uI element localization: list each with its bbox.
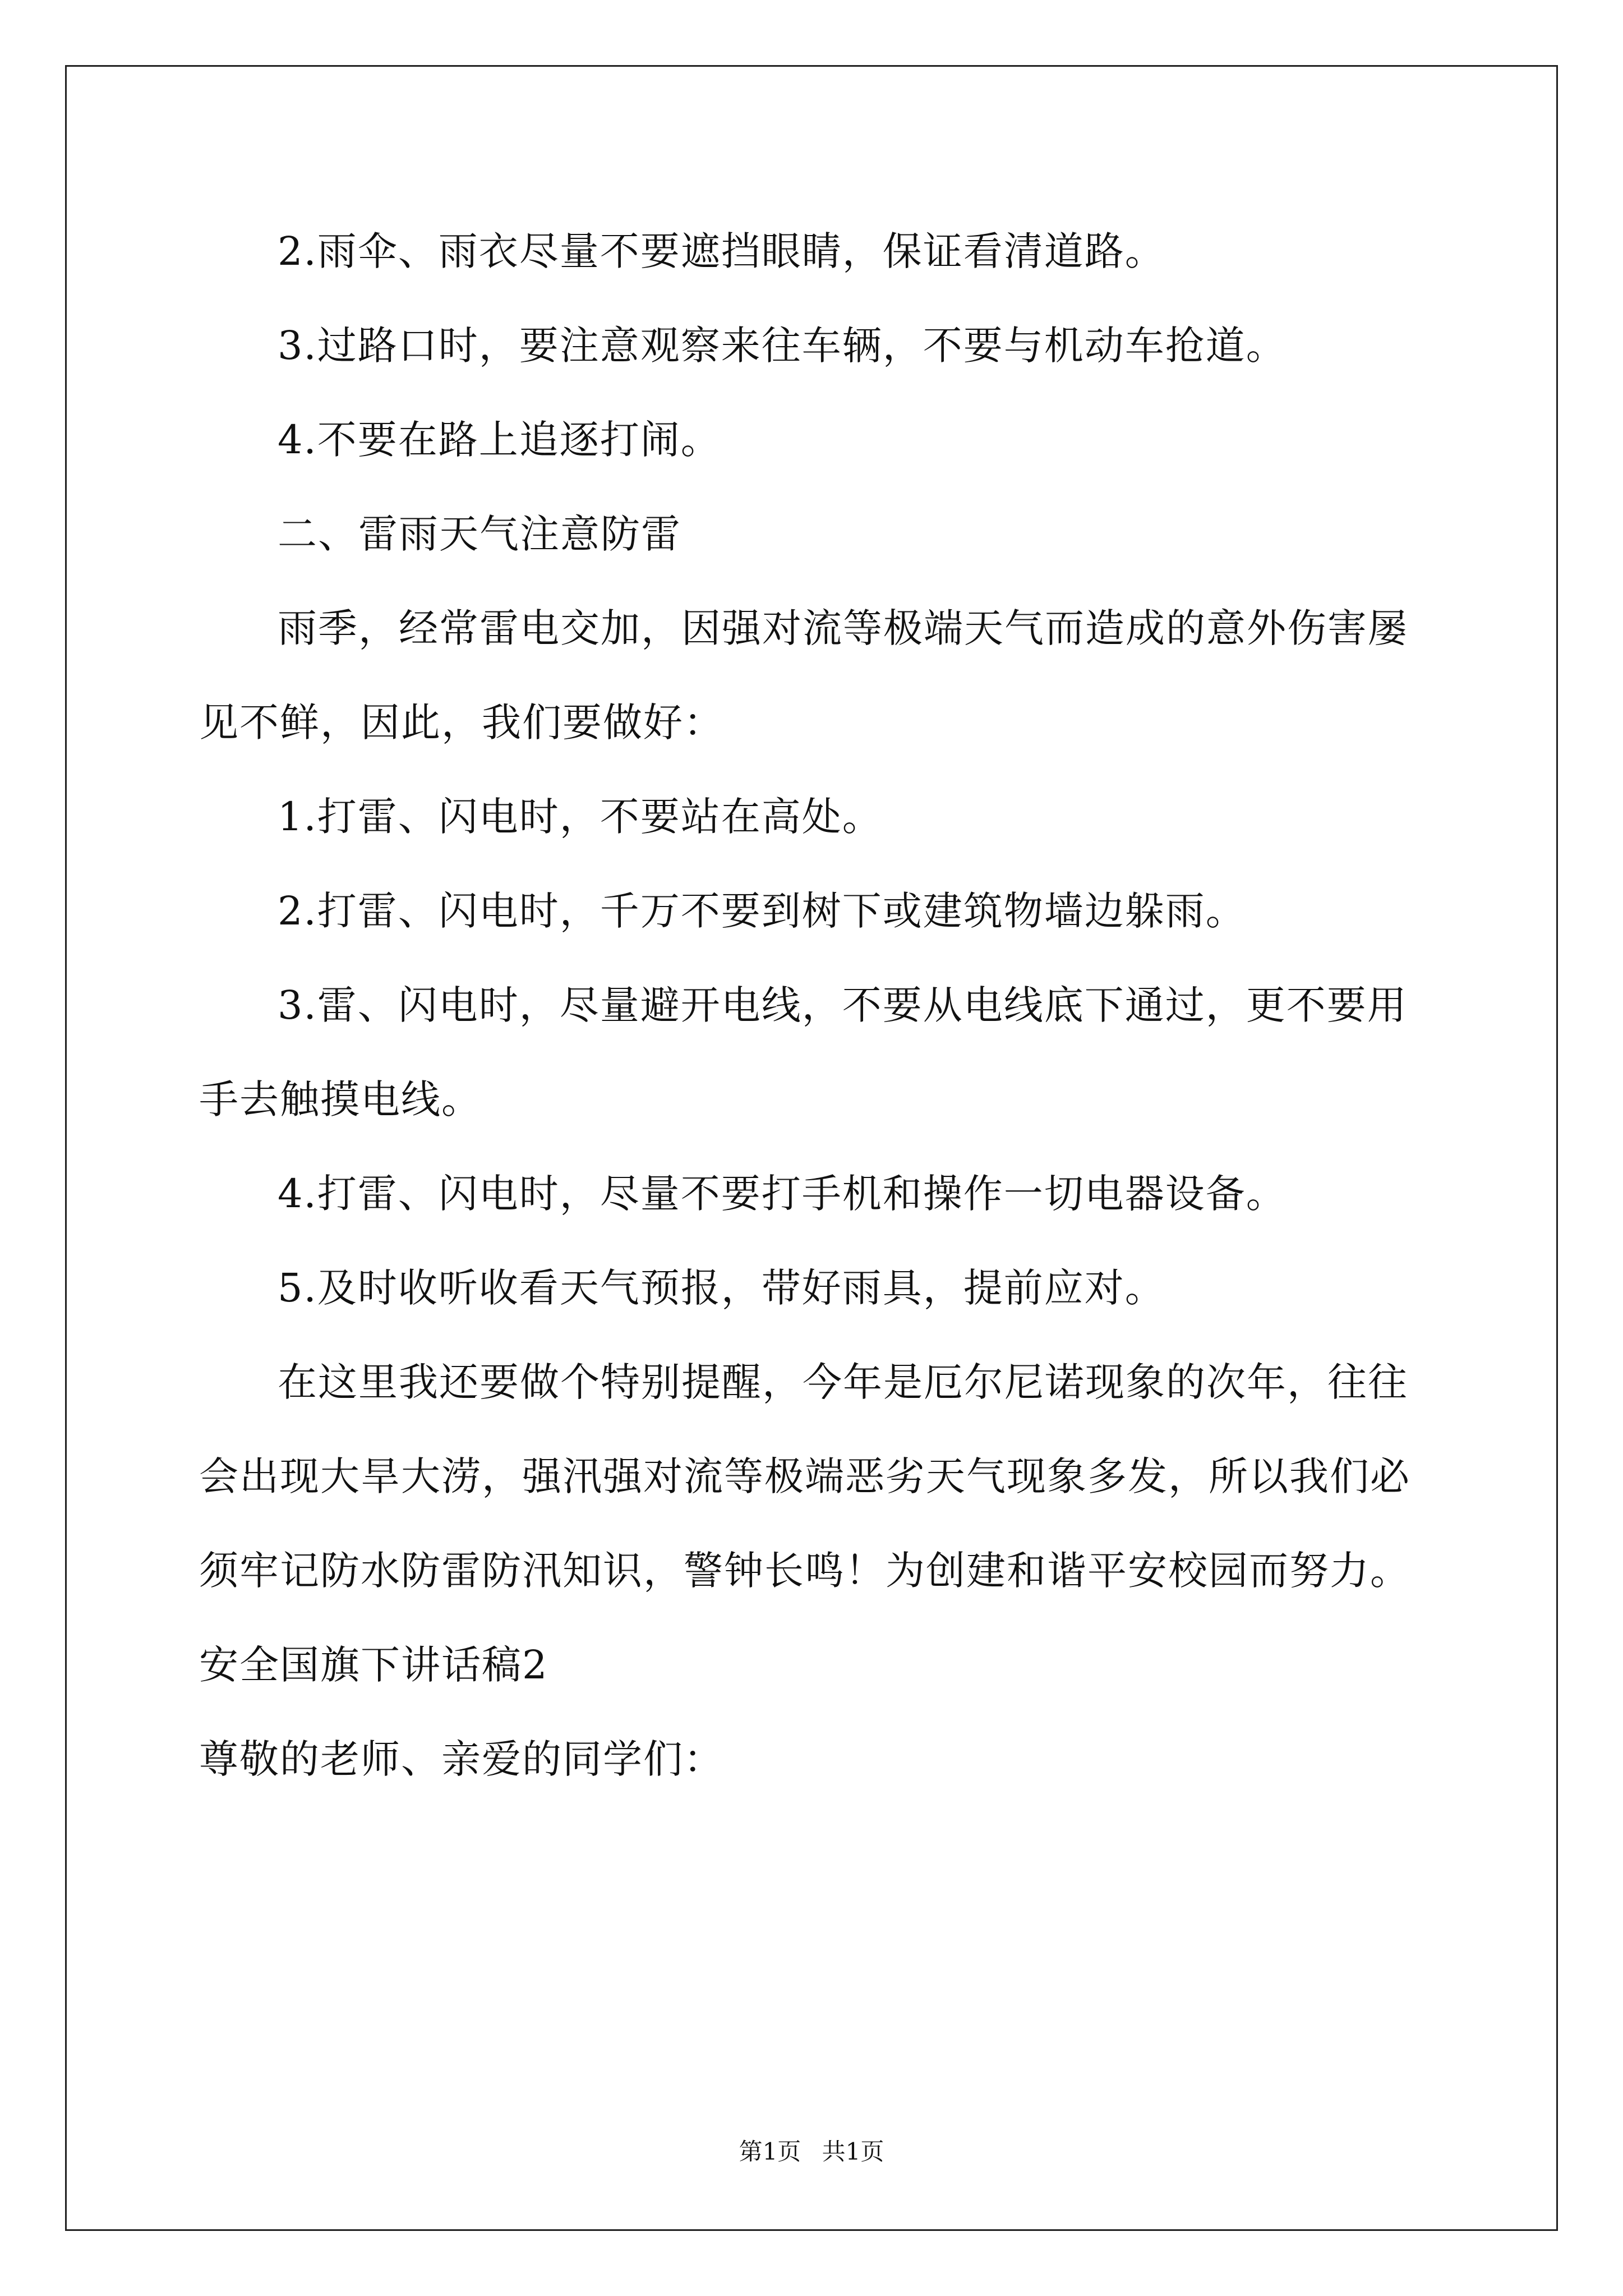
page-footer [0, 2137, 1623, 2166]
paragraph-avoid-wires-line1: 3.雷、闪电时，尽量避开电线，不要从电线底下通过，更不要用 [278, 982, 1408, 1028]
paragraph-weather-forecast: 5.及时收听收看天气预报，带好雨具，提前应对。 [278, 1265, 1165, 1311]
salutation: 尊敬的老师、亲爱的同学们： [199, 1736, 724, 1782]
paragraph-rain-gear: 2.雨伞、雨衣尽量不要遮挡眼睛，保证看清道路。 [278, 228, 1165, 274]
section-heading-lightning: 二、雷雨天气注意防雷 [278, 511, 681, 557]
paragraph-no-high-places: 1.打雷、闪电时，不要站在高处。 [278, 794, 883, 840]
paragraph-reminder-line3: 须牢记防水防雷防汛知识，警钟长鸣！为创建和谐平安校园而努力。 [199, 1548, 1410, 1594]
paragraph-crossing: 3.过路口时，要注意观察来往车辆，不要与机动车抢道。 [278, 323, 1287, 369]
paragraph-no-phones: 4.打雷、闪电时，尽量不要打手机和操作一切电器设备。 [278, 1171, 1287, 1217]
page-number: 第1页 [739, 2138, 801, 2165]
page-total: 共1页 [822, 2138, 884, 2165]
page-border [65, 65, 1558, 2231]
paragraph-reminder-line1: 在这里我还要做个特别提醒，今年是厄尔尼诺现象的次年，往往 [278, 1359, 1408, 1405]
paragraph-rainy-season-line2: 见不鲜，因此，我们要做好： [199, 700, 724, 746]
paragraph-no-trees: 2.打雷、闪电时，千万不要到树下或建筑物墙边躲雨。 [278, 888, 1246, 934]
paragraph-avoid-wires-line2: 手去触摸电线。 [199, 1076, 482, 1122]
speech-title-2: 安全国旗下讲话稿2 [199, 1642, 548, 1688]
paragraph-rainy-season-line1: 雨季，经常雷电交加，因强对流等极端天气而造成的意外伤害屡 [278, 605, 1408, 651]
paragraph-no-chasing: 4.不要在路上追逐打闹。 [278, 417, 721, 463]
paragraph-reminder-line2: 会出现大旱大涝，强汛强对流等极端恶劣天气现象多发，所以我们必 [199, 1453, 1410, 1499]
